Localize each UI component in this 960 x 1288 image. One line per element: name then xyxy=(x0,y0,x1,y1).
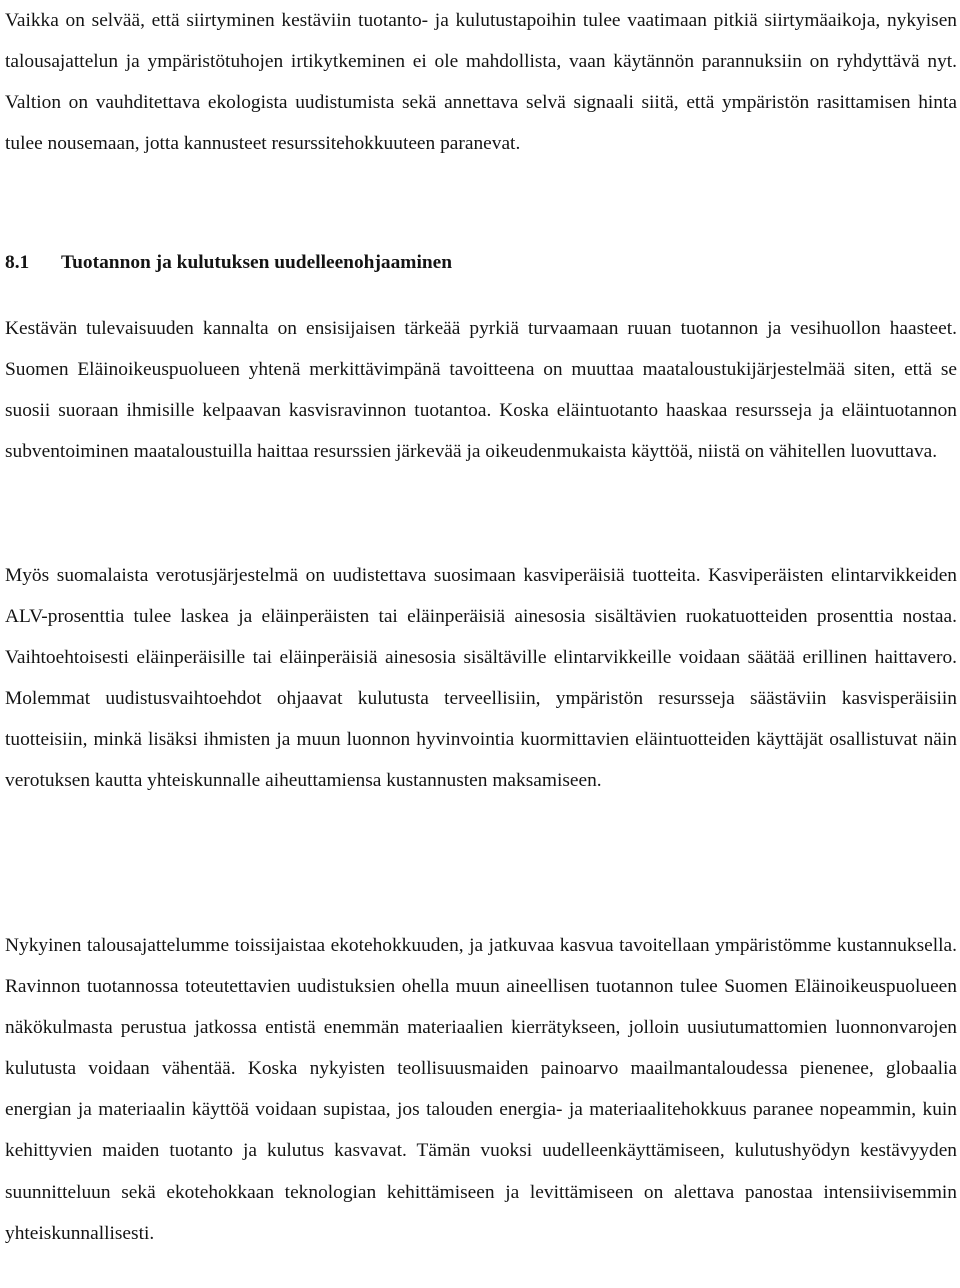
paragraph-3: Nykyinen talousajattelumme toissijaistaa ekotehokkuuden, ja jatkuvaa kasvua tavoitellaan ympäristömme kustannuksella. Ravinnon tuotannossa toteutettavien uudistuksien ohella muun aineellisen tuotannon tulee Suomen Eläinoikeuspuolueen näkökulmasta perustua jatkossa entistä enemmän materiaalien kierrätykseen, jolloin uusiutumattomien luonnonvarojen kulutusta voidaan vähentää. Koska nykyisten teollisuusmaiden painoarvo maailmantaloudessa pienenee, globaalia energian ja materiaalin käyttöä voidaan supistaa, jos talouden energia- ja materiaalitehokkuus paranee nopeammin, kuin kehittyvien maiden tuotanto ja kulutus kasvavat. Tämän vuoksi uudelleenkäyttämiseen, kulutushyödyn kestävyyden suunnitteluun sekä ekotehokkaan teknologian kehittämiseen ja levittämiseen on alettava panostaa intensiivisemmin yhteiskunnallisesti. xyxy=(5,935,957,1244)
section-title: Tuotannon ja kulutuksen uudelleenohjaaminen xyxy=(61,252,453,273)
section-number: 8.1 xyxy=(5,252,30,273)
section-heading xyxy=(5,242,957,283)
paragraph-1: Kestävän tulevaisuuden kannalta on ensisijaisen tärkeää pyrkiä turvaamaan ruuan tuotannon ja vesihuollon haasteet. Suomen Eläinoikeuspuolueen yhtenä merkittävimpänä tavoitteena on muuttaa maataloustukijärjestelmää siten, että se suosii suoraan ihmisille kelpaavan kasvisravinnon tuotantoa. Koska eläintuotanto haaskaa resursseja ja eläintuotannon subventoiminen maataloustuilla haittaa resurssien järkevää ja oikeudenmukaista käyttöä, niistä on vähitellen luovuttava. xyxy=(5,318,957,463)
paragraph-2: Myös suomalaista verotusjärjestelmä on uudistettava suosimaan kasviperäisiä tuotteita. Kasviperäisten elintarvikkeiden ALV-prosenttia tulee laskea ja eläinperäisten tai eläinperäisiä ainesosia sisältävien ruokatuotteiden prosenttia nostaa. Vaihtoehtoisesti eläinperäisille tai eläinperäisiä ainesosia sisältäville elintarvikkeille voidaan säätää erillinen haittavero. Molemmat uudistusvaihtoehdot ohjaavat kulutusta terveellisiin, ympäristön resursseja säästäviin kasvisperäisiin tuotteisiin, minkä lisäksi ihmisten ja muun luonnon hyvinvointia kuormittavien eläintuotteiden käyttäjät osallistuvat näin verotuksen kautta yhteiskunnalle aiheuttamiensa kustannusten maksamiseen. xyxy=(5,565,957,792)
paragraph-intro: Vaikka on selvää, että siirtyminen kestäviin tuotanto- ja kulutustapoihin tulee vaatimaan pitkiä siirtymäaikoja, nykyisen talousajattelun ja ympäristötuhojen irtikytkeminen ei ole mahdollista, vaan käytännön parannuksiin on ryhdyttävä nyt. Valtion on vauhditettava ekologista uudistumista sekä annettava selvä signaali siitä, että ympäristön rasittamisen hinta tulee nousemaan, jotta kannusteet resurssitehokkuuteen paranevat. xyxy=(5,10,957,155)
